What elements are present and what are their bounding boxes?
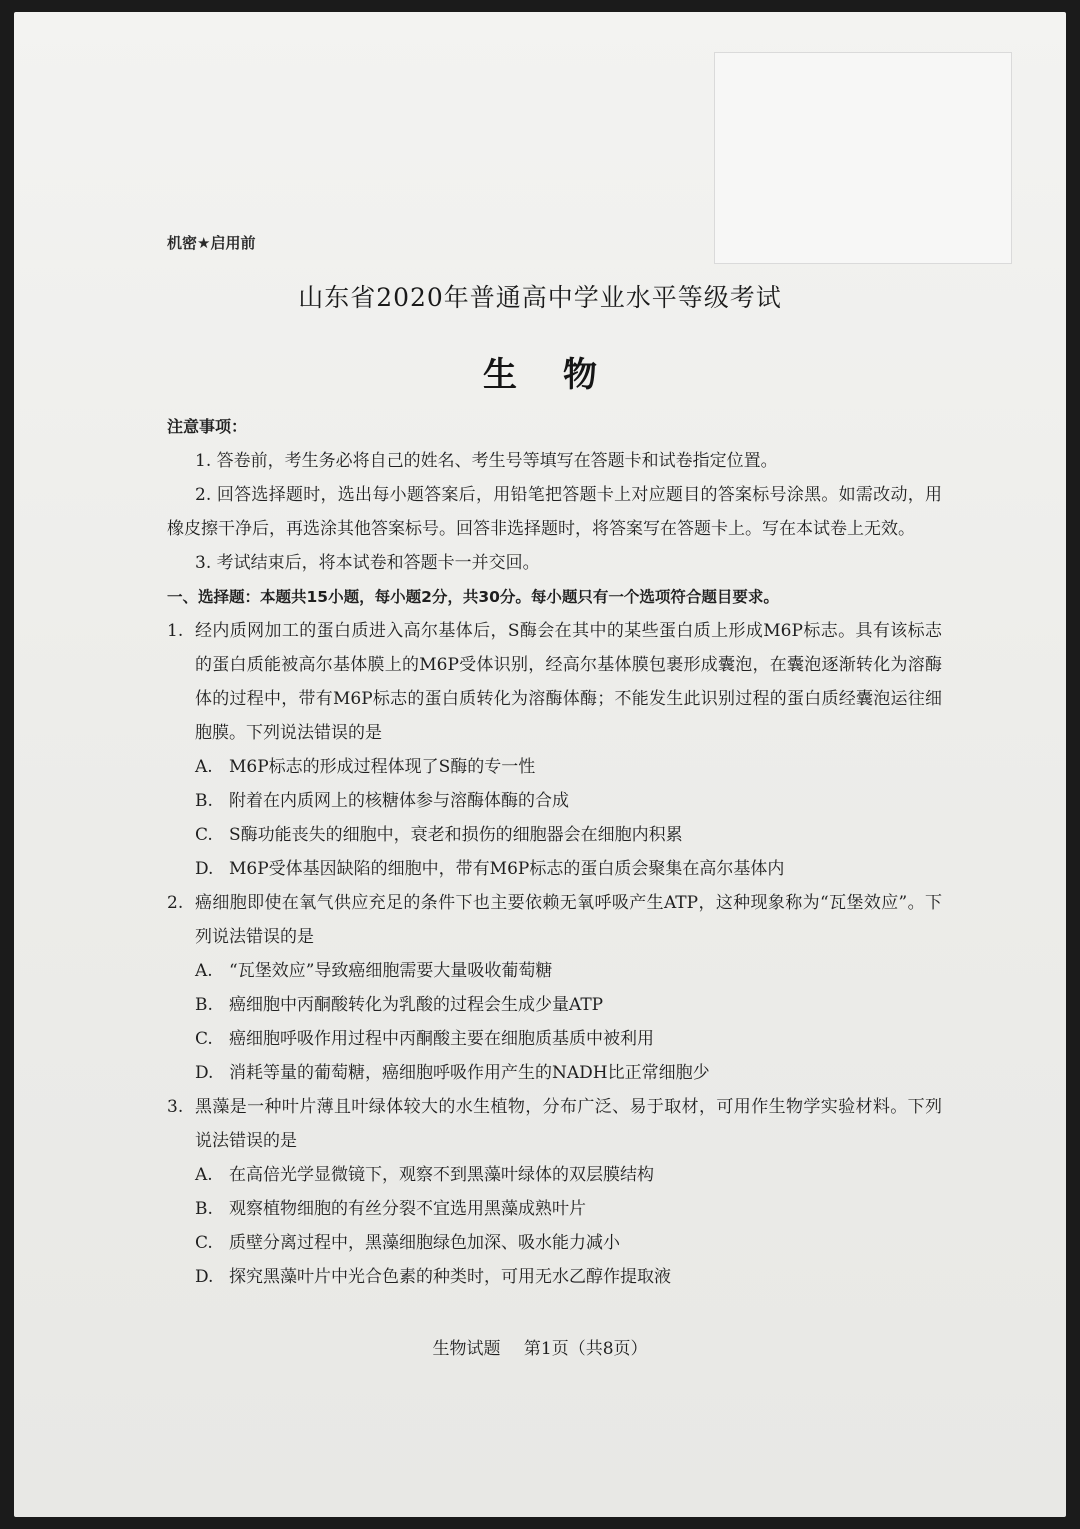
footer-subject: 生物试题 xyxy=(432,1339,501,1359)
option-d xyxy=(167,1056,942,1090)
exam-title: 山东省2020年普通高中学业水平等级考试 xyxy=(298,283,782,312)
section-heading: 一、选择题：本题共15小题，每小题2分，共30分。每小题只有一个选项符合题目要求。 xyxy=(167,588,779,606)
option-b xyxy=(167,988,942,1022)
note-item: 3. 考试结束后，将本试卷和答题卡一并交回。 xyxy=(195,553,540,573)
question-number: 2. xyxy=(167,893,184,913)
page-footer xyxy=(14,1334,1066,1359)
option-letter: B. xyxy=(195,1199,213,1219)
option-d xyxy=(167,852,942,886)
option-letter: A. xyxy=(195,757,213,777)
question-3 xyxy=(167,1090,942,1158)
option-text: 在高倍光学显微镜下，观察不到黑藻叶绿体的双层膜结构 xyxy=(229,1165,654,1185)
option-text: S酶功能丧失的细胞中，衰老和损伤的细胞器会在细胞内积累 xyxy=(229,825,683,845)
question-2 xyxy=(167,886,942,954)
notes-heading: 注意事项： xyxy=(167,417,248,436)
option-text: 附着在内质网上的核糖体参与溶酶体酶的合成 xyxy=(229,791,569,811)
option-letter: B. xyxy=(195,791,213,811)
option-text: M6P受体基因缺陷的细胞中，带有M6P标志的蛋白质会聚集在高尔基体内 xyxy=(229,859,785,879)
option-b xyxy=(167,1192,942,1226)
option-a xyxy=(167,750,942,784)
question-1 xyxy=(167,614,942,750)
question-number: 1. xyxy=(167,621,184,641)
option-letter: D. xyxy=(195,1267,214,1287)
exam-paper xyxy=(14,12,1066,1517)
subject-title: 生物 xyxy=(483,355,643,395)
question-number: 3. xyxy=(167,1097,184,1117)
exam-content xyxy=(167,410,942,1294)
option-text: 质壁分离过程中，黑藻细胞绿色加深、吸水能力减小 xyxy=(229,1233,620,1253)
option-letter: C. xyxy=(195,1233,213,1253)
option-d xyxy=(167,1260,942,1294)
confidential-label: 机密★启用前 xyxy=(167,234,256,252)
note-item: 1. 答卷前，考生务必将自己的姓名、考生号等填写在答题卡和试卷指定位置。 xyxy=(195,451,778,471)
option-text: 探究黑藻叶片中光合色素的种类时，可用无水乙醇作提取液 xyxy=(229,1267,671,1287)
option-letter: A. xyxy=(195,961,213,981)
option-letter: C. xyxy=(195,1029,213,1049)
note-item: 2. 回答选择题时，选出每小题答案后，用铅笔把答题卡上对应题目的答案标号涂黑。如需改动，用橡皮擦干净后，再选涂其他答案标号。回答非选择题时，将答案写在答题卡上。写在本试卷上无效。 xyxy=(167,485,942,539)
question-stem: 癌细胞即使在氧气供应充足的条件下也主要依赖无氧呼吸产生ATP，这种现象称为“瓦堡效应”。下列说法错误的是 xyxy=(195,893,942,947)
option-letter: A. xyxy=(195,1165,213,1185)
question-stem: 经内质网加工的蛋白质进入高尔基体后，S酶会在其中的某些蛋白质上形成M6P标志。具有该标志的蛋白质能被高尔基体膜上的M6P受体识别，经高尔基体膜包裹形成囊泡，在囊泡逐渐转化为溶酶体的过程中，带有M6P标志的蛋白质转化为溶酶体酶；不能发生此识别过程的蛋白质经囊泡运往细胞膜。下列说法错误的是 xyxy=(195,621,942,743)
option-text: 观察植物细胞的有丝分裂不宜选用黑藻成熟叶片 xyxy=(229,1199,586,1219)
option-text: M6P标志的形成过程体现了S酶的专一性 xyxy=(229,757,536,777)
option-c xyxy=(167,1226,942,1260)
option-text: 癌细胞中丙酮酸转化为乳酸的过程会生成少量ATP xyxy=(229,995,604,1015)
question-stem: 黑藻是一种叶片薄且叶绿体较大的水生植物，分布广泛、易于取材，可用作生物学实验材料。下列说法错误的是 xyxy=(195,1097,942,1151)
option-text: 癌细胞呼吸作用过程中丙酮酸主要在细胞质基质中被利用 xyxy=(229,1029,654,1049)
redacted-area xyxy=(714,52,1012,264)
option-letter: D. xyxy=(195,859,214,879)
option-text: 消耗等量的葡萄糖，癌细胞呼吸作用产生的NADH比正常细胞少 xyxy=(229,1063,710,1083)
option-a xyxy=(167,1158,942,1192)
option-a xyxy=(167,954,942,988)
footer-page-info: 第1页（共8页） xyxy=(523,1339,648,1359)
option-letter: B. xyxy=(195,995,213,1015)
option-text: “瓦堡效应”导致癌细胞需要大量吸收葡萄糖 xyxy=(229,961,553,981)
option-c xyxy=(167,1022,942,1056)
option-letter: C. xyxy=(195,825,213,845)
option-b xyxy=(167,784,942,818)
option-letter: D. xyxy=(195,1063,214,1083)
option-c xyxy=(167,818,942,852)
